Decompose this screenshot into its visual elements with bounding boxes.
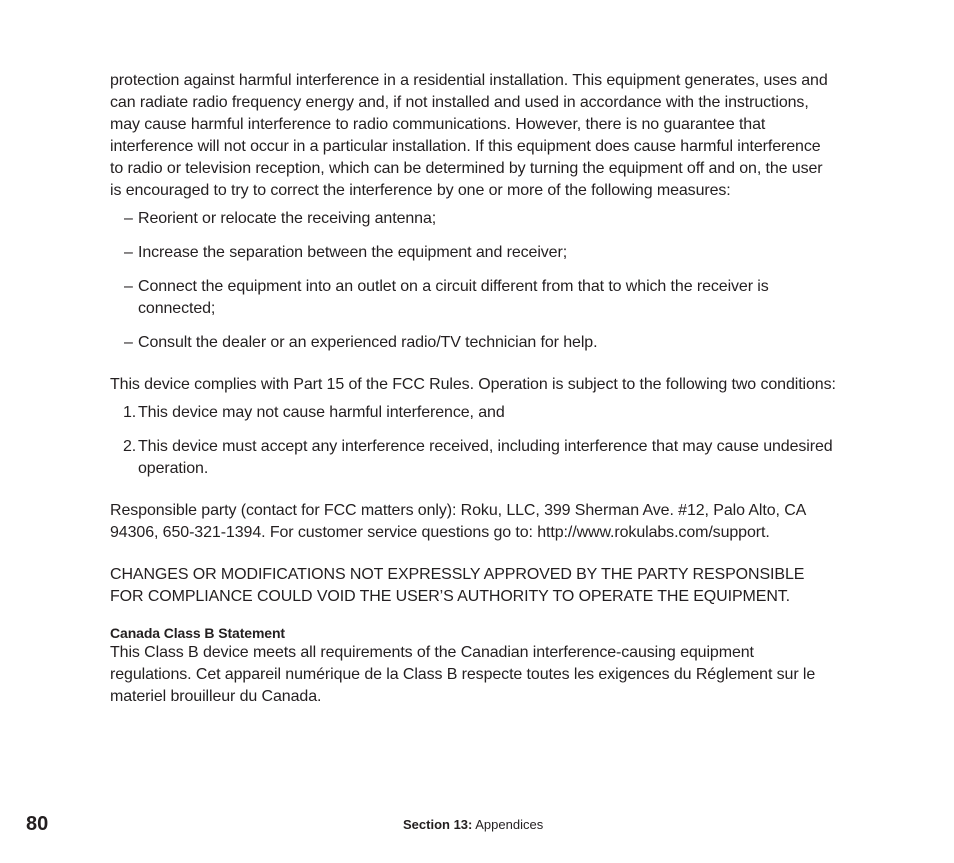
list-item-text: Consult the dealer or an experienced radio/TV technician for help. <box>138 334 598 351</box>
list-item <box>110 242 838 264</box>
list-item <box>110 436 838 480</box>
dash-marker: – <box>124 210 133 227</box>
dash-marker: – <box>124 278 133 295</box>
paragraph-fcc-compliance: This device complies with Part 15 of the FCC Rules. Operation is subject to the following two conditions: <box>110 376 836 393</box>
dash-marker: – <box>124 334 133 351</box>
list-item <box>110 402 838 424</box>
paragraph-canada-statement: This Class B device meets all requirements of the Canadian interference-causing equipment regulations. Cet appareil numérique de la Class B respecte toutes les exigences du Réglement sur le materiel brouilleur du Canada. <box>110 644 816 705</box>
footer-section <box>403 817 543 833</box>
list-item <box>110 208 838 230</box>
section-heading-canada: Canada Class B Statement <box>110 625 285 641</box>
number-marker: 1. <box>123 404 137 421</box>
list-item-text: Reorient or relocate the receiving antenna; <box>138 210 437 227</box>
paragraph-changes-warning: CHANGES OR MODIFICATIONS NOT EXPRESSLY APPROVED BY THE PARTY RESPONSIBLE FOR COMPLIANCE COULD VOID THE USER’S AUTHORITY TO OPERATE THE EQUIPMENT. <box>110 566 805 605</box>
list-item-text: This device may not cause harmful interference, and <box>138 404 505 421</box>
footer-section-label: Section 13: <box>403 817 473 832</box>
paragraph-responsible-party: Responsible party (contact for FCC matters only): Roku, LLC, 399 Sherman Ave. #12, Palo Alto, CA 94306, 650-321-1394. For customer service questions go to: http://www.rokulabs.com/support. <box>110 502 806 541</box>
list-item-text: This device must accept any interference received, including interference that may cause undesired operation. <box>138 438 833 477</box>
page-content <box>110 70 838 708</box>
list-item-text: Increase the separation between the equipment and receiver; <box>138 244 568 261</box>
conditions-list <box>110 402 838 480</box>
measures-list <box>110 208 838 354</box>
number-marker: 2. <box>123 438 137 455</box>
paragraph-interference-intro: protection against harmful interference in a residential installation. This equipment generates, uses and can radiate radio frequency energy and, if not installed and used in accordance with the instructions, may cause harmful interference to radio communications. However, there is no guarantee that interference will not occur in a particular installation. If this equipment does cause harmful interference to radio or television reception, which can be determined by turning the equipment off and on, the user is encouraged to try to correct the interference by one or more of the following measures: <box>110 72 828 199</box>
list-item <box>110 276 838 320</box>
footer-section-name: Appendices <box>475 817 544 832</box>
list-item <box>110 332 838 354</box>
list-item-text: Connect the equipment into an outlet on a circuit different from that to which the receiver is connected; <box>138 278 769 317</box>
page-number: 80 <box>26 813 49 835</box>
dash-marker: – <box>124 244 133 261</box>
